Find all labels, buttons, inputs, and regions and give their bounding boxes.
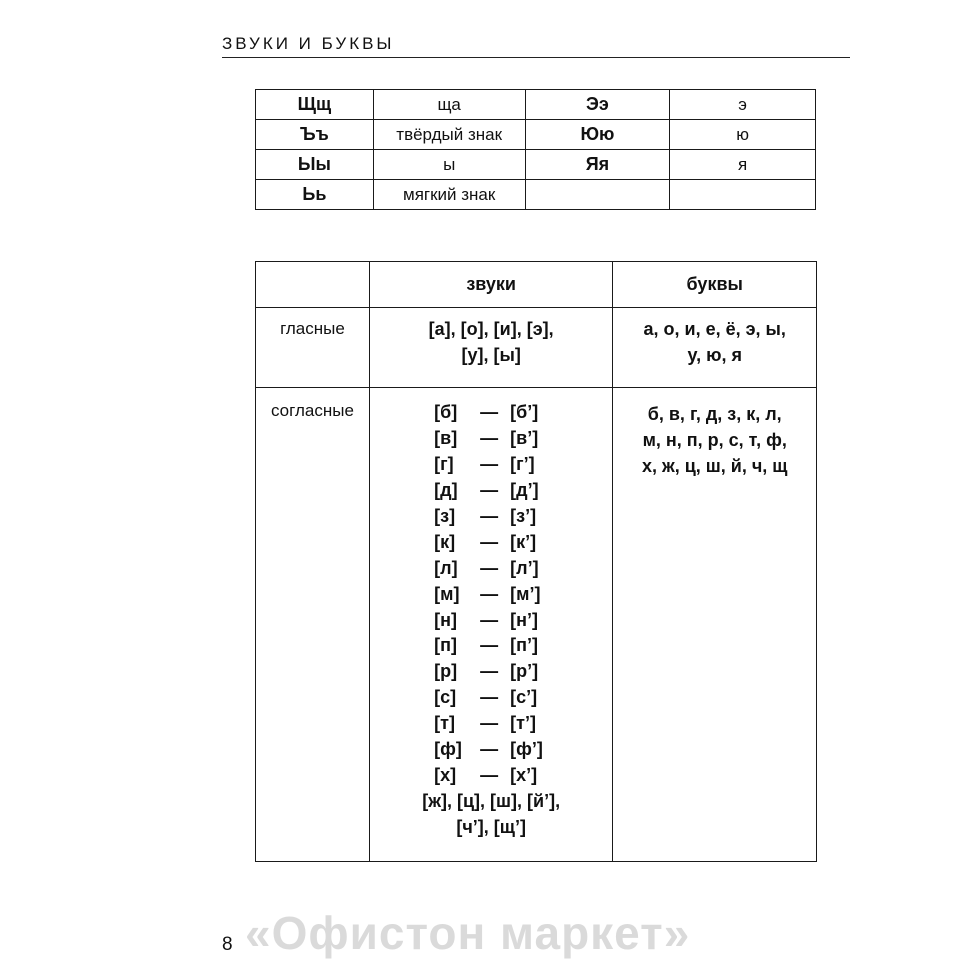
letter-cell: Ээ	[525, 90, 670, 120]
soft-sound: [д’]	[510, 480, 539, 501]
soft-sound: [п’]	[510, 635, 539, 656]
consonant-pair	[370, 452, 613, 478]
pair-dash: —	[480, 635, 499, 656]
letter-cell: Юю	[525, 120, 670, 150]
letter-cell: Ьь	[256, 180, 374, 210]
hard-sound: [р]	[434, 661, 458, 682]
letter-name-cell: мягкий знак	[373, 180, 525, 210]
hard-sound: [п]	[434, 635, 458, 656]
consonant-letters-line: б, в, г, д, з, к, л,	[647, 404, 782, 424]
letters-table-row	[256, 180, 816, 210]
soft-sound: [т’]	[510, 713, 536, 734]
letters-table-row	[256, 90, 816, 120]
letter-name-cell: я	[670, 150, 816, 180]
pair-dash: —	[480, 480, 499, 501]
soft-sound: [ф’]	[510, 739, 543, 760]
vowels-sounds-line: [у], [ы]	[461, 345, 521, 365]
hard-sound: [ф]	[434, 739, 462, 760]
letters-table	[255, 89, 816, 210]
consonant-pair	[370, 478, 613, 504]
consonant-pair	[370, 581, 613, 607]
hard-sound: [н]	[434, 609, 458, 630]
soft-sound: [г’]	[510, 454, 535, 475]
sounds-table-header-row	[256, 262, 817, 308]
consonant-letters-line: х, ж, ц, ш, й, ч, щ	[641, 456, 788, 476]
vowels-letters-line: а, о, и, е, ё, э, ы,	[643, 319, 786, 339]
pair-dash: —	[480, 506, 499, 526]
consonant-pair	[370, 737, 613, 763]
pair-dash: —	[480, 713, 499, 734]
letter-cell: Ъъ	[256, 120, 374, 150]
page-header-title: ЗВУКИ И БУКВЫ	[222, 34, 395, 53]
pair-dash: —	[480, 454, 499, 475]
hard-sound: [д]	[434, 480, 458, 501]
pair-dash: —	[480, 739, 499, 760]
soft-sound: [з’]	[510, 506, 537, 526]
hard-sound: [л]	[434, 557, 458, 578]
vowels-label: гласные	[256, 308, 370, 388]
header-rule	[222, 57, 850, 58]
consonant-pair	[370, 529, 613, 555]
letter-name-cell	[670, 180, 816, 210]
consonants-label: согласные	[256, 388, 370, 862]
hard-sound: [х]	[434, 764, 457, 785]
pair-dash: —	[480, 402, 499, 423]
letter-cell: Щщ	[256, 90, 374, 120]
consonant-pair	[370, 607, 613, 633]
soft-sound: [л’]	[510, 557, 539, 578]
unpaired-sounds-line: [ж], [ц], [ш], [й’],	[422, 791, 561, 812]
hard-sound: [т]	[434, 713, 455, 734]
consonant-pair	[370, 762, 613, 788]
unpaired-sounds-line: [ч’], [щ’]	[456, 817, 526, 838]
pair-dash: —	[480, 764, 499, 785]
soft-sound: [р’]	[510, 661, 539, 682]
pair-dash: —	[480, 609, 499, 630]
consonant-pair	[370, 426, 613, 452]
header-empty-cell	[256, 262, 370, 308]
letter-name-cell: твёрдый знак	[373, 120, 525, 150]
consonant-pair	[370, 711, 613, 737]
letter-name-cell: ю	[670, 120, 816, 150]
hard-sound: [м]	[434, 583, 460, 604]
watermark-text: «Офистон маркет»	[245, 907, 691, 959]
hard-sound: [б]	[434, 402, 458, 423]
page-number: 8	[222, 934, 233, 955]
consonant-pair	[370, 504, 613, 530]
pair-dash: —	[480, 531, 499, 552]
consonant-pair	[370, 685, 613, 711]
hard-sound: [в]	[434, 428, 458, 449]
soft-sound: [б’]	[510, 402, 539, 423]
consonant-pair	[370, 400, 613, 426]
letter-cell: Яя	[525, 150, 670, 180]
sounds-letters-table	[255, 261, 817, 862]
letter-cell	[525, 180, 670, 210]
consonants-row	[256, 388, 817, 862]
letters-table-row	[256, 120, 816, 150]
pair-dash: —	[480, 687, 499, 708]
consonant-letters-cell	[613, 388, 817, 862]
letter-name-cell: э	[670, 90, 816, 120]
letters-table-row	[256, 150, 816, 180]
consonant-pair	[370, 633, 613, 659]
hard-sound: [г]	[434, 454, 454, 475]
letter-name-cell: ща	[373, 90, 525, 120]
pair-dash: —	[480, 557, 499, 578]
soft-sound: [м’]	[510, 583, 541, 604]
header-letters: буквы	[613, 262, 817, 308]
consonant-pair	[370, 555, 613, 581]
letter-name-cell: ы	[373, 150, 525, 180]
consonant-pair	[370, 659, 613, 685]
hard-sound: [з]	[434, 506, 456, 526]
consonant-sounds-cell	[369, 388, 613, 862]
header-sounds: звуки	[369, 262, 613, 308]
vowels-sounds-line: [а], [о], [и], [э],	[428, 319, 554, 339]
consonant-letters-line: м, н, п, р, с, т, ф,	[642, 430, 787, 450]
hard-sound: [к]	[434, 531, 456, 552]
soft-sound: [х’]	[510, 764, 538, 785]
hard-sound: [с]	[434, 687, 457, 708]
pair-dash: —	[480, 661, 499, 682]
letter-cell: Ыы	[256, 150, 374, 180]
soft-sound: [к’]	[510, 531, 537, 552]
pair-dash: —	[480, 428, 499, 449]
soft-sound: [с’]	[510, 687, 538, 708]
vowels-row	[256, 308, 817, 388]
vowels-letters-cell	[613, 308, 817, 388]
vowels-letters-line: у, ю, я	[687, 345, 742, 365]
soft-sound: [н’]	[510, 609, 539, 630]
soft-sound: [в’]	[510, 428, 539, 449]
pair-dash: —	[480, 583, 499, 604]
vowels-sounds-cell	[369, 308, 613, 388]
